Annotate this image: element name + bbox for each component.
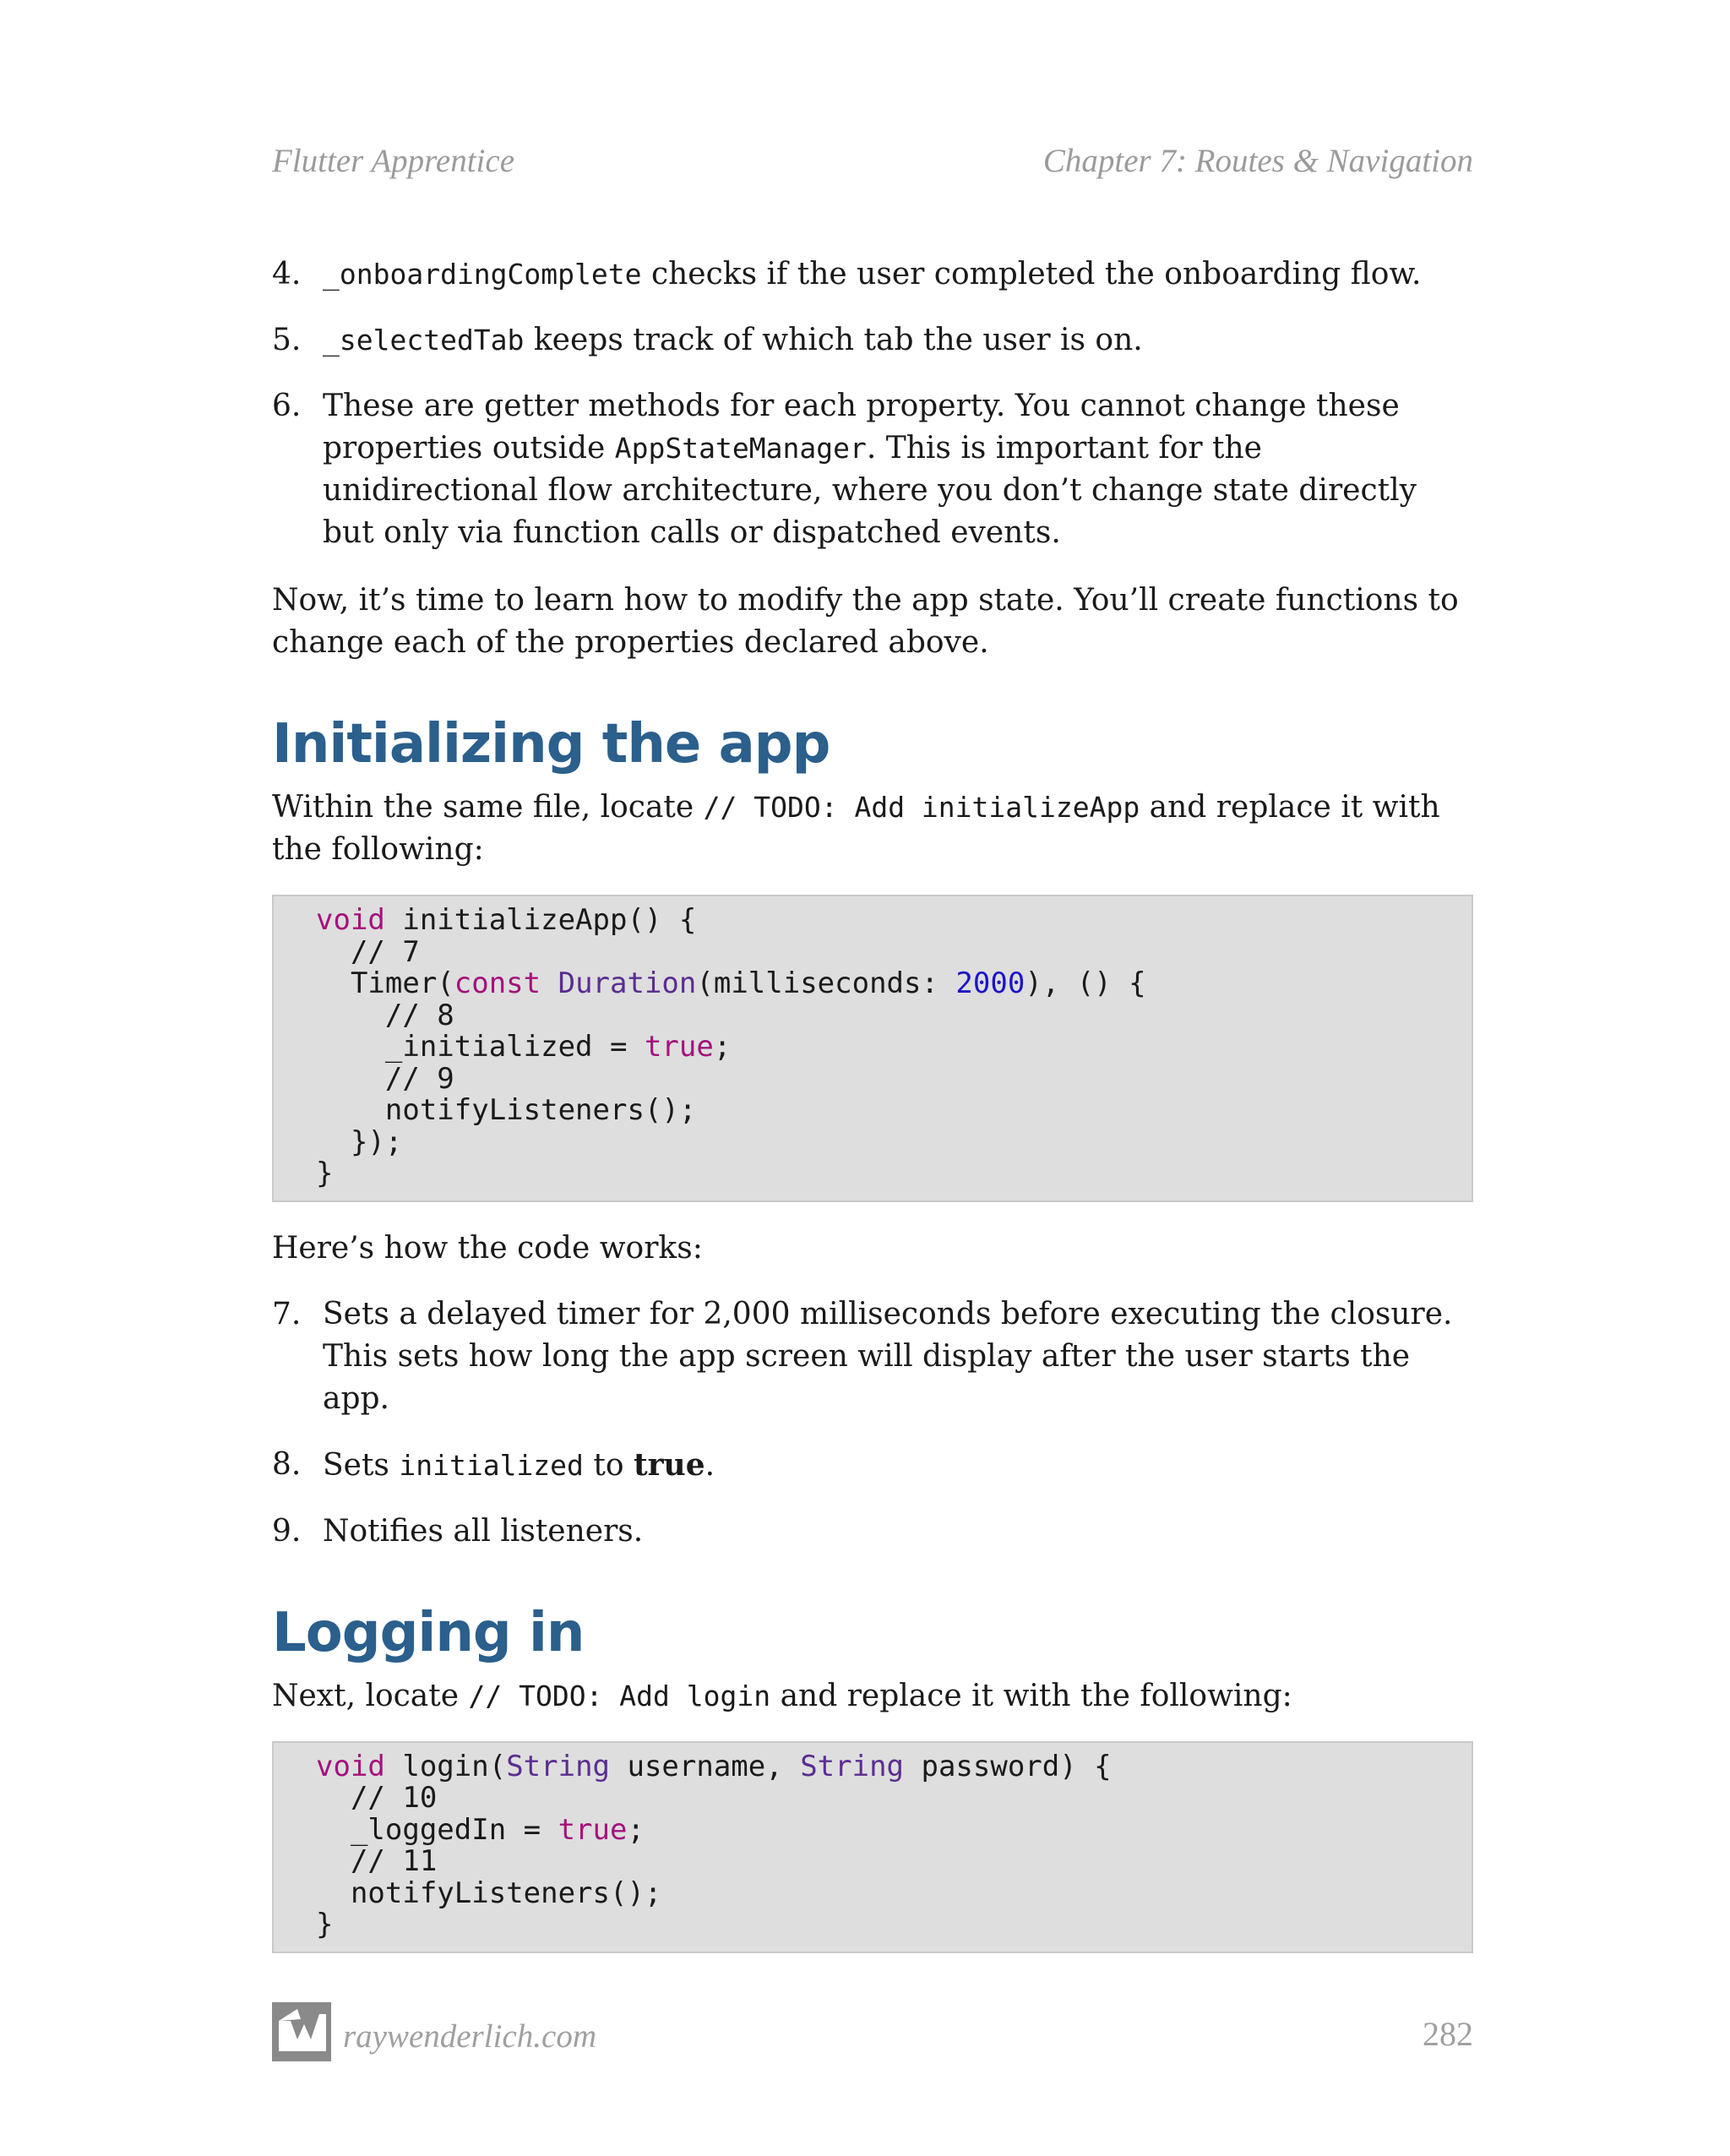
list-text: keeps track of which tab the user is on.	[524, 323, 1143, 357]
section-heading-initializing: Initializing the app	[272, 713, 830, 776]
code-line: void initializeApp() {	[316, 903, 697, 937]
page-footer	[272, 2002, 1473, 2070]
code-block-initialize-app	[272, 895, 1473, 1202]
list-text: Sets a delayed timer for 2,000 milliseconds before executing the closure. This sets how long the app screen will display after the user starts the app.	[323, 1296, 1453, 1416]
code-line: Timer(const Duration(milliseconds: 2000), () {	[316, 966, 1146, 1000]
code-line: // 10	[316, 1781, 438, 1815]
steps-list	[272, 1293, 1473, 1553]
inline-code: AppStateManager	[614, 432, 867, 465]
inline-code: _onboardingComplete	[323, 258, 642, 291]
code-line: _initialized = true;	[316, 1030, 732, 1064]
code-line: // 11	[316, 1844, 438, 1878]
list-number: 9.	[272, 1513, 302, 1549]
list-text: These are getter methods for each property. You cannot change these properties outside	[323, 389, 1400, 466]
code-line: // 7	[316, 934, 420, 969]
list-number: 7.	[272, 1296, 302, 1331]
page-header	[272, 142, 1473, 184]
book-title: Flutter Apprentice	[272, 143, 515, 179]
inline-code: initialized	[399, 1448, 584, 1482]
page-number: 282	[1423, 2015, 1473, 2053]
code-line: }	[316, 1157, 334, 1190]
inline-code: _selectedTab	[323, 324, 525, 357]
list-text: . This is important for the unidirectional flow architecture, where you don’t change state directly but only via function calls or dispatched events.	[323, 431, 1417, 550]
paragraph: Within the same file, locate // TODO: Add initializeApp and replace it with the following:	[272, 790, 1440, 867]
list-number: 8.	[272, 1446, 302, 1482]
raywenderlich-logo-icon	[272, 2002, 331, 2061]
list-item	[272, 253, 1473, 296]
paragraph: Next, locate // TODO: Add login and replace it with the following:	[272, 1678, 1292, 1713]
paragraph: Here’s how the code works:	[272, 1230, 703, 1266]
footer-site: raywenderlich.com	[343, 2018, 597, 2055]
bold-text: true	[633, 1446, 705, 1483]
paragraph: Now, it’s time to learn how to modify the app state. You’ll create functions to change each of the properties declared above.	[272, 583, 1459, 660]
list-number: 4.	[272, 257, 302, 291]
list-item	[272, 1293, 1473, 1420]
code-line: notifyListeners();	[316, 1093, 697, 1127]
code-line: // 8	[316, 998, 454, 1032]
inline-code: // TODO: Add initializeApp	[703, 791, 1140, 824]
list-item	[272, 319, 1473, 362]
code-line: }	[316, 1908, 334, 1941]
code-line: // 9	[316, 1061, 454, 1096]
section-heading-logging-in: Logging in	[272, 1601, 585, 1664]
code-line: _loggedIn = true;	[316, 1812, 645, 1847]
list-text: checks if the user completed the onboarding flow.	[641, 257, 1422, 291]
code-line: });	[316, 1124, 403, 1159]
list-item: 8. Sets initialized to true.	[272, 1444, 1473, 1487]
code-line: void login(String username, String password) {	[316, 1749, 1112, 1783]
list-item	[272, 1511, 1473, 1553]
page-body	[272, 253, 1473, 1979]
book-page	[272, 0, 1473, 2156]
inline-code: // TODO: Add login	[468, 1679, 771, 1712]
code-line: notifyListeners();	[316, 1876, 662, 1910]
chapter-title: Chapter 7: Routes & Navigation	[1042, 143, 1473, 179]
list-number: 6.	[272, 389, 302, 423]
code-block-login	[272, 1741, 1473, 1953]
list-text: Notifies all listeners.	[323, 1513, 644, 1549]
list-number: 5.	[272, 323, 302, 357]
property-list	[272, 253, 1473, 554]
list-item	[272, 385, 1473, 554]
